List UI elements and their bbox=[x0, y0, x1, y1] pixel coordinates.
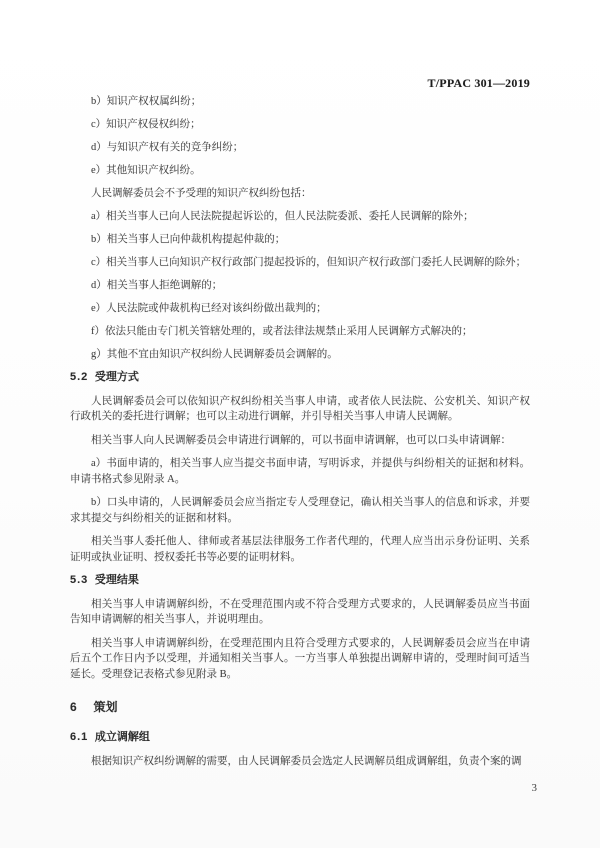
paragraph: 相关当事人委托他人、律师或者基层法律服务工作者代理的，代理人应当出示身份证明、关系证明或执业证明、授权委托书等必要的证明材料。 bbox=[70, 536, 530, 563]
list-item: d）与知识产权有关的竞争纠纷； bbox=[91, 142, 244, 153]
document-content bbox=[70, 76, 530, 777]
sub-item: b）口头申请的，人民调解委员会应当指定专人受理登记，确认相关当事人的信息和诉求，并要求其提交与纠纷相关的证据和材料。 bbox=[70, 497, 530, 524]
not-accepted-item: a）相关当事人已向人民法院提起诉讼的，但人民法院委派、委托人民调解的除外； bbox=[91, 211, 474, 222]
paragraph: 人民调解委员会可以依知识产权纠纷相关当事人申请，或者依人民法院、公安机关、知识产权行政机关的委托进行调解；也可以主动进行调解，并引导相关当事人申请人民调解。 bbox=[70, 395, 530, 422]
not-accepted-item: c）相关当事人已向知识产权行政部门提起投诉的，但知识产权行政部门委托人民调解的除外； bbox=[91, 257, 527, 268]
paragraph: 相关当事人向人民调解委员会申请进行调解的，可以书面申请调解，也可以口头申请调解： bbox=[91, 434, 511, 446]
list-item: c）知识产权侵权纠纷； bbox=[91, 119, 201, 130]
page-number: 3 bbox=[531, 782, 537, 794]
heading-number: 6.1 bbox=[70, 731, 89, 743]
heading-title: 成立调解组 bbox=[94, 731, 150, 743]
heading-number: 5.2 bbox=[70, 371, 89, 383]
paragraph: 相关当事人申请调解纠纷，不在受理范围内或不符合受理方式要求的，人民调解委员应当书面告知申请调解的相关当事人，并说明理由。 bbox=[70, 598, 530, 625]
not-accepted-item: g）其他不宜由知识产权纠纷人民调解委员会调解的。 bbox=[91, 349, 338, 360]
heading-number: 5.3 bbox=[70, 574, 89, 586]
heading-title: 受理方式 bbox=[94, 371, 139, 383]
sub-item: a）书面申请的，相关当事人应当提交书面申请，写明诉求，并提供与纠纷相关的证据和材料。申请书格式参见附录 A。 bbox=[70, 458, 530, 485]
heading-title: 策划 bbox=[93, 700, 118, 714]
section-heading-6-1 bbox=[70, 730, 530, 746]
not-accepted-intro: 人民调解委员会不予受理的知识产权纠纷包括： bbox=[91, 188, 312, 199]
heading-title: 受理结果 bbox=[94, 574, 139, 586]
not-accepted-item: e）人民法院或仲裁机构已经对该纠纷做出裁判的； bbox=[91, 303, 327, 314]
not-accepted-item: d）相关当事人拒绝调解的； bbox=[91, 280, 223, 291]
heading-number: 6 bbox=[70, 700, 77, 714]
not-accepted-item: f）依法只能由专门机关管辖处理的，或者法律法规禁止采用人民调解方式解决的； bbox=[91, 326, 473, 337]
paragraph: 相关当事人申请调解纠纷，在受理范围内且符合受理方式要求的，人民调解委员会应当在申请后五个工作日内予以受理，并通知相关当事人。一方当事人单独提出调解申请的，受理时间可适当延长。受理登记表格式参见附录 B。 bbox=[70, 637, 530, 680]
standard-number: T/PPAC 301—2019 bbox=[427, 76, 530, 90]
section-heading-5-3 bbox=[70, 573, 530, 589]
section-heading-5-2 bbox=[70, 370, 530, 386]
list-item: b）知识产权权属纠纷； bbox=[91, 96, 202, 107]
paragraph: 根据知识产权纠纷调解的需要，由人民调解委员会选定人民调解员组成调解组，负责个案的调 bbox=[91, 755, 522, 767]
list-item: e）其他知识产权纠纷。 bbox=[91, 165, 201, 176]
not-accepted-item: b）相关当事人已向仲裁机构提起仲裁的； bbox=[91, 234, 286, 245]
chapter-heading-6 bbox=[70, 699, 530, 715]
